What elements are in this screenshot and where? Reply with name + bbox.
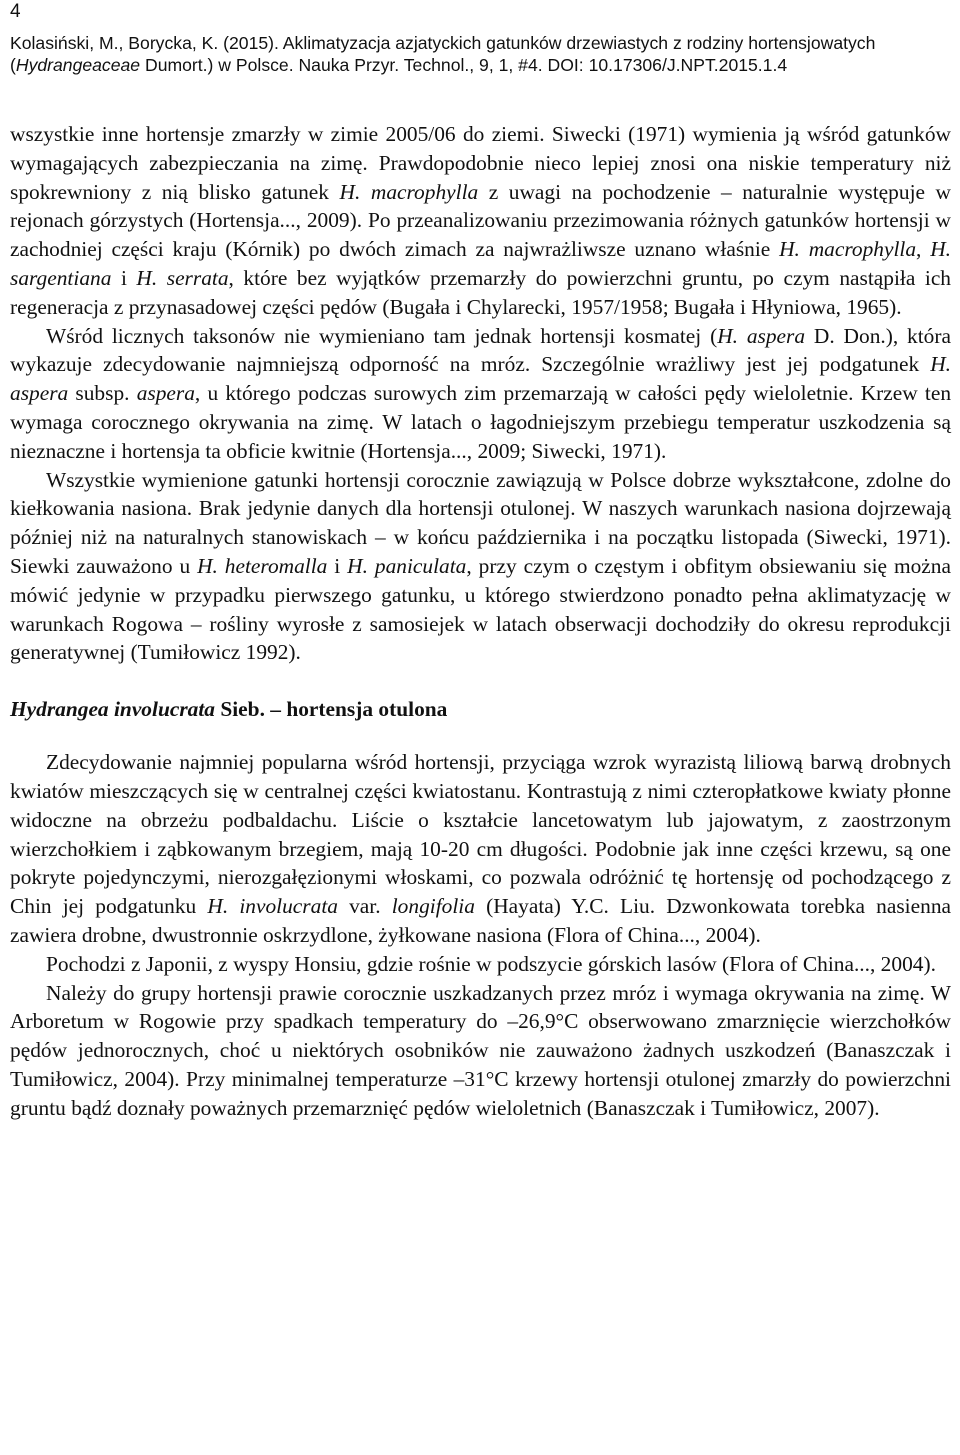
- text-run: wszystkie inne hortensje zmarzły w zimie 2005/06 do ziemi. Siwecki (1971) wymienia ją wśród gatunków wymagających zabezpieczania na zimę. Prawdopodobnie nieco lepiej znosi ona niskie temperatury niż spokrewniony z nią blisko gatunek: [10, 122, 951, 204]
- paragraph-origin: [10, 950, 951, 979]
- heading-species-name: Hydrangea involucrata: [10, 697, 215, 722]
- text-run: (Hayata) Y.C. Liu. Dzwonkowata torebka nasienna zawiera drobne, dwustronnie oskrzydlone, żyłkowane nasiona (Flora of China..., 2004).: [10, 894, 952, 947]
- text-run: Zdecydowanie najmniej popularna wśród hortensji, przyciąga wzrok wyrazistą liliową barwą drobnych kwiatów mieszczących się w centralnej części kwiatostanu. Kontrastują z nimi czteropłatkowe kwiaty płonne widoczne na obrzeżu podbaldachu. Liście o kształcie lancetowatym lub jajowatym, z zaostrzonym wierzchołkiem i ząbkowanym brzegiem, mają 10-20 cm długości. Podobnie jak inne części krzewu, są one pokryte pojedynczymi, nierozgałęzionymi włoskami, co pozwala odróżnić tę hortensję od pochodzącego z Chin jej podgatunku: [10, 750, 951, 919]
- text-run: Wśród licznych taksonów nie wymieniano tam jednak hortensji kosmatej (: [46, 323, 718, 348]
- header-paren: (: [10, 55, 16, 75]
- text-run: Należy do grupy hortensji prawie corocznie uszkadzanych przez mróz i wymaga okrywania na zimę. W Arboretum w Rogowie przy spadkach temperatury do –26,9°C obserwowano zmarznięcie wierzchołków pędów jednorocznych, choć u niektórych osobników nie zauważono żadnych uszkodzeń (Banaszczak i Tumiłowicz, 2004). Przy minimalnej temperaturze –31°C krzewy hortensji otulonej zmarzły do powierzchni gruntu bądź doznały poważnych przemarznięć pędów wieloletnich (Banaszczak i Tumiłowicz, 2007).: [10, 980, 951, 1120]
- header-family-name: Hydrangeaceae: [15, 55, 141, 75]
- text-run: i: [111, 265, 137, 290]
- species-name: H. aspera: [10, 352, 951, 406]
- page-number: 4: [10, 1, 21, 22]
- header-line-1: Kolasiński, M., Borycka, K. (2015). Aklimatyzacja azjatyckich gatunków drzewiastych z rodziny hortensjowatych: [10, 33, 876, 53]
- text-run: subsp.: [68, 381, 137, 406]
- text-run: Wszystkie wymienione gatunki hortensji corocznie zawiązują w Polsce dobrze wykształcone, zdolne do kiełkowania nasiona. Brak jedynie danych dla hortensji otulonej. W naszych warunkach nasiona dojrzewają później niż na naturalnych stanowiskach – w końcu października i na początku listopada (Siwecki, 1971). Siewki zauważono u: [10, 467, 951, 578]
- text-run: , u którego podczas surowych zim przemarzają w całości pędy wieloletnie. Krzew ten wymaga corocznego okrywania na zimę. W latach o łagodniejszym przebiegu temperatur uszkodzenia są nieznaczne i hortensja ta obficie kwitnie (Hortensja..., 2009; Siwecki, 1971).: [10, 381, 952, 463]
- species-name: H. aspera: [717, 323, 806, 348]
- paragraph-seeds: [10, 466, 951, 668]
- species-name: H. macrophylla: [339, 179, 479, 204]
- running-header-citation: [10, 32, 955, 76]
- species-name: H. macrophylla: [779, 237, 917, 262]
- species-name: H. involucrata: [207, 894, 338, 919]
- paragraph-description: [10, 748, 951, 950]
- paragraph-aspera: [10, 322, 951, 466]
- text-run: i: [327, 553, 348, 578]
- text-run: z uwagi na pochodzenie – naturalnie występuje w rejonach górzystych (Hortensja..., 2009). Po przeanalizowaniu przezimowania różnych gatunków hortensji w zachodniej części kraju (Kórnik) po dwóch zimach za najwrażliwsze uznano właśnie: [10, 179, 951, 262]
- header-line-2: [10, 54, 955, 76]
- species-name: H. paniculata: [347, 553, 467, 578]
- text-run: D. Don.), która wykazuje zdecydowanie najmniejszą odporność na mróz. Szczególnie wrażliwy jest jej podgatunek: [10, 323, 951, 377]
- section-heading-involucrata: [10, 695, 951, 723]
- text-run: , przy czym o częstym i obfitym obsiewaniu się można mówić jedynie w przypadku pierwszego gatunku, u którego stwierdzono ponadto pełna aklimatyzację w warunkach Rogowa – rośliny wyrosłe z samosiejek w latach obserwacji dochodziły do okresu reprodukcji generatywnej (Tumiłowicz 1992).: [10, 553, 951, 665]
- species-name: H. sargentiana: [10, 237, 951, 290]
- species-name: H. heteromalla: [197, 553, 328, 578]
- species-name: H. serrata: [136, 265, 229, 290]
- text-run: Pochodzi z Japonii, z wyspy Honsiu, gdzie rośnie w podszycie górskich lasów (Flora of China..., 2004).: [46, 951, 936, 976]
- paragraph-hardiness: [10, 979, 951, 1123]
- heading-text: Sieb. – hortensja otulona: [215, 697, 448, 722]
- paragraph-frost-damage: [10, 120, 951, 322]
- text-run: ,: [916, 237, 931, 262]
- header-journal-info: Dumort.) w Polsce. Nauka Przyr. Technol., 9, 1, #4. DOI: 10.17306/J.NPT.2015.1.4: [140, 55, 788, 75]
- article-body: [10, 120, 951, 1123]
- species-name: aspera: [136, 381, 195, 406]
- text-run: var.: [337, 894, 392, 919]
- species-name: longifolia: [391, 894, 475, 919]
- text-run: , które bez wyjątków przemarzły do powierzchni gruntu, po czym nastąpiła ich regeneracja z przynasadowej części pędów (Bugała i Chylarecki, 1957/1958; Bugała i Hłyniowa, 1965).: [10, 265, 952, 319]
